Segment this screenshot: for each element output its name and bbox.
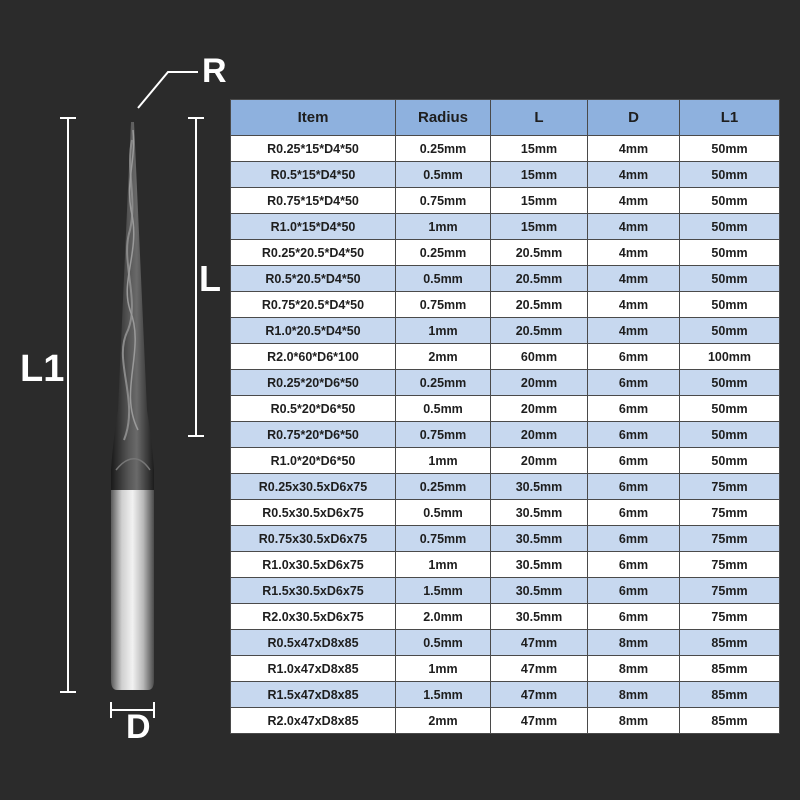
cell-radius: 2mm	[396, 708, 491, 734]
diameter-label: D	[126, 708, 151, 746]
cell-radius: 1.5mm	[396, 682, 491, 708]
table-row	[231, 552, 780, 578]
cell-l1: 85mm	[680, 682, 780, 708]
table-header-row	[231, 100, 780, 136]
table-row	[231, 526, 780, 552]
cell-d: 6mm	[588, 370, 680, 396]
cell-d: 4mm	[588, 162, 680, 188]
table-row	[231, 682, 780, 708]
specification-table	[230, 99, 780, 734]
cell-radius: 0.25mm	[396, 136, 491, 162]
cell-l1: 75mm	[680, 526, 780, 552]
cell-l1: 50mm	[680, 396, 780, 422]
table-row	[231, 162, 780, 188]
cell-radius: 0.5mm	[396, 266, 491, 292]
cell-l1: 50mm	[680, 292, 780, 318]
end-mill-illustration	[0, 0, 230, 800]
cell-l: 47mm	[491, 682, 588, 708]
cell-l: 47mm	[491, 656, 588, 682]
table-row	[231, 266, 780, 292]
cell-item: R1.5x47xD8x85	[231, 682, 396, 708]
cell-l1: 50mm	[680, 266, 780, 292]
radius-label: R	[202, 52, 227, 90]
cell-l: 30.5mm	[491, 552, 588, 578]
cell-l: 20.5mm	[491, 266, 588, 292]
cell-l: 20.5mm	[491, 292, 588, 318]
cell-radius: 0.25mm	[396, 474, 491, 500]
cell-d: 8mm	[588, 682, 680, 708]
cell-d: 4mm	[588, 292, 680, 318]
table-row	[231, 240, 780, 266]
cell-d: 6mm	[588, 500, 680, 526]
cell-radius: 0.5mm	[396, 162, 491, 188]
cell-l1: 50mm	[680, 162, 780, 188]
cell-d: 8mm	[588, 630, 680, 656]
cell-item: R0.5*20*D6*50	[231, 396, 396, 422]
cell-l1: 50mm	[680, 422, 780, 448]
cell-item: R0.5x47xD8x85	[231, 630, 396, 656]
cell-l: 30.5mm	[491, 526, 588, 552]
table-row	[231, 474, 780, 500]
cell-l1: 50mm	[680, 214, 780, 240]
cell-d: 6mm	[588, 448, 680, 474]
table-row	[231, 578, 780, 604]
cell-l1: 50mm	[680, 240, 780, 266]
cell-radius: 1mm	[396, 318, 491, 344]
cell-item: R2.0x30.5xD6x75	[231, 604, 396, 630]
cell-d: 4mm	[588, 318, 680, 344]
cell-d: 4mm	[588, 188, 680, 214]
cell-l: 20mm	[491, 422, 588, 448]
cell-radius: 0.25mm	[396, 370, 491, 396]
table-row	[231, 344, 780, 370]
cell-l: 30.5mm	[491, 474, 588, 500]
cell-l: 15mm	[491, 188, 588, 214]
header-item: Item	[231, 100, 396, 136]
cell-radius: 2mm	[396, 344, 491, 370]
cell-l1: 75mm	[680, 474, 780, 500]
cell-radius: 0.25mm	[396, 240, 491, 266]
header-radius: Radius	[396, 100, 491, 136]
cell-radius: 1mm	[396, 214, 491, 240]
cell-l1: 75mm	[680, 604, 780, 630]
cell-l: 15mm	[491, 162, 588, 188]
cell-d: 6mm	[588, 396, 680, 422]
cell-radius: 1mm	[396, 656, 491, 682]
cell-radius: 0.5mm	[396, 500, 491, 526]
table-row	[231, 214, 780, 240]
cell-item: R2.0*60*D6*100	[231, 344, 396, 370]
table-row	[231, 500, 780, 526]
cell-l: 15mm	[491, 136, 588, 162]
table-row	[231, 136, 780, 162]
cell-l1: 100mm	[680, 344, 780, 370]
cell-l1: 50mm	[680, 188, 780, 214]
cell-radius: 0.5mm	[396, 396, 491, 422]
cell-item: R0.75x30.5xD6x75	[231, 526, 396, 552]
table-row	[231, 604, 780, 630]
cell-item: R2.0x47xD8x85	[231, 708, 396, 734]
radius-leader-line	[138, 72, 198, 108]
cell-item: R0.5x30.5xD6x75	[231, 500, 396, 526]
cell-l1: 85mm	[680, 708, 780, 734]
cell-d: 6mm	[588, 422, 680, 448]
cell-l: 20mm	[491, 396, 588, 422]
cell-d: 6mm	[588, 604, 680, 630]
l1-dimension-line	[60, 118, 76, 692]
cell-d: 8mm	[588, 656, 680, 682]
cell-d: 4mm	[588, 136, 680, 162]
cell-item: R1.0*15*D4*50	[231, 214, 396, 240]
tool-flutes	[111, 122, 154, 490]
cell-item: R1.0x47xD8x85	[231, 656, 396, 682]
cell-radius: 0.75mm	[396, 188, 491, 214]
table-row	[231, 656, 780, 682]
cell-item: R0.75*20.5*D4*50	[231, 292, 396, 318]
cell-l1: 50mm	[680, 448, 780, 474]
cell-item: R1.5x30.5xD6x75	[231, 578, 396, 604]
cell-l1: 85mm	[680, 630, 780, 656]
cell-l: 47mm	[491, 630, 588, 656]
length-label: L	[199, 258, 221, 299]
overall-length-label: L1	[20, 348, 65, 390]
cell-l: 20.5mm	[491, 318, 588, 344]
cell-l: 60mm	[491, 344, 588, 370]
cell-radius: 2.0mm	[396, 604, 491, 630]
table-row	[231, 396, 780, 422]
cell-d: 4mm	[588, 266, 680, 292]
table-row	[231, 292, 780, 318]
cell-d: 6mm	[588, 474, 680, 500]
cell-l1: 50mm	[680, 136, 780, 162]
header-d: D	[588, 100, 680, 136]
cell-l1: 50mm	[680, 318, 780, 344]
table-row	[231, 370, 780, 396]
cell-radius: 1mm	[396, 448, 491, 474]
cell-radius: 1.5mm	[396, 578, 491, 604]
cell-l1: 50mm	[680, 370, 780, 396]
table-row	[231, 422, 780, 448]
cell-l: 20mm	[491, 370, 588, 396]
cell-l: 47mm	[491, 708, 588, 734]
cell-l: 30.5mm	[491, 604, 588, 630]
cell-l: 15mm	[491, 214, 588, 240]
cell-d: 6mm	[588, 344, 680, 370]
cell-radius: 0.75mm	[396, 526, 491, 552]
cell-item: R0.5*20.5*D4*50	[231, 266, 396, 292]
cell-l1: 85mm	[680, 656, 780, 682]
cell-d: 6mm	[588, 552, 680, 578]
cell-item: R0.25*20*D6*50	[231, 370, 396, 396]
cell-l: 30.5mm	[491, 500, 588, 526]
cell-item: R0.25*20.5*D4*50	[231, 240, 396, 266]
cell-l1: 75mm	[680, 500, 780, 526]
cell-item: R0.75*15*D4*50	[231, 188, 396, 214]
table-row	[231, 708, 780, 734]
cell-item: R0.25*15*D4*50	[231, 136, 396, 162]
cell-radius: 0.75mm	[396, 422, 491, 448]
cell-l: 30.5mm	[491, 578, 588, 604]
table-row	[231, 630, 780, 656]
cell-d: 8mm	[588, 708, 680, 734]
cell-item: R1.0*20.5*D4*50	[231, 318, 396, 344]
header-l: L	[491, 100, 588, 136]
cell-item: R0.75*20*D6*50	[231, 422, 396, 448]
header-l1: L1	[680, 100, 780, 136]
cell-radius: 0.5mm	[396, 630, 491, 656]
table-body	[231, 136, 780, 734]
cell-d: 4mm	[588, 214, 680, 240]
cell-radius: 1mm	[396, 552, 491, 578]
table-row	[231, 188, 780, 214]
cell-l: 20mm	[491, 448, 588, 474]
cell-radius: 0.75mm	[396, 292, 491, 318]
cell-item: R0.5*15*D4*50	[231, 162, 396, 188]
cell-l1: 75mm	[680, 578, 780, 604]
cell-item: R0.25x30.5xD6x75	[231, 474, 396, 500]
cell-l: 20.5mm	[491, 240, 588, 266]
cell-l1: 75mm	[680, 552, 780, 578]
cell-item: R1.0x30.5xD6x75	[231, 552, 396, 578]
tool-shank	[111, 488, 154, 690]
table-row	[231, 448, 780, 474]
cell-d: 6mm	[588, 578, 680, 604]
cell-d: 6mm	[588, 526, 680, 552]
table-row	[231, 318, 780, 344]
cell-d: 4mm	[588, 240, 680, 266]
cell-item: R1.0*20*D6*50	[231, 448, 396, 474]
